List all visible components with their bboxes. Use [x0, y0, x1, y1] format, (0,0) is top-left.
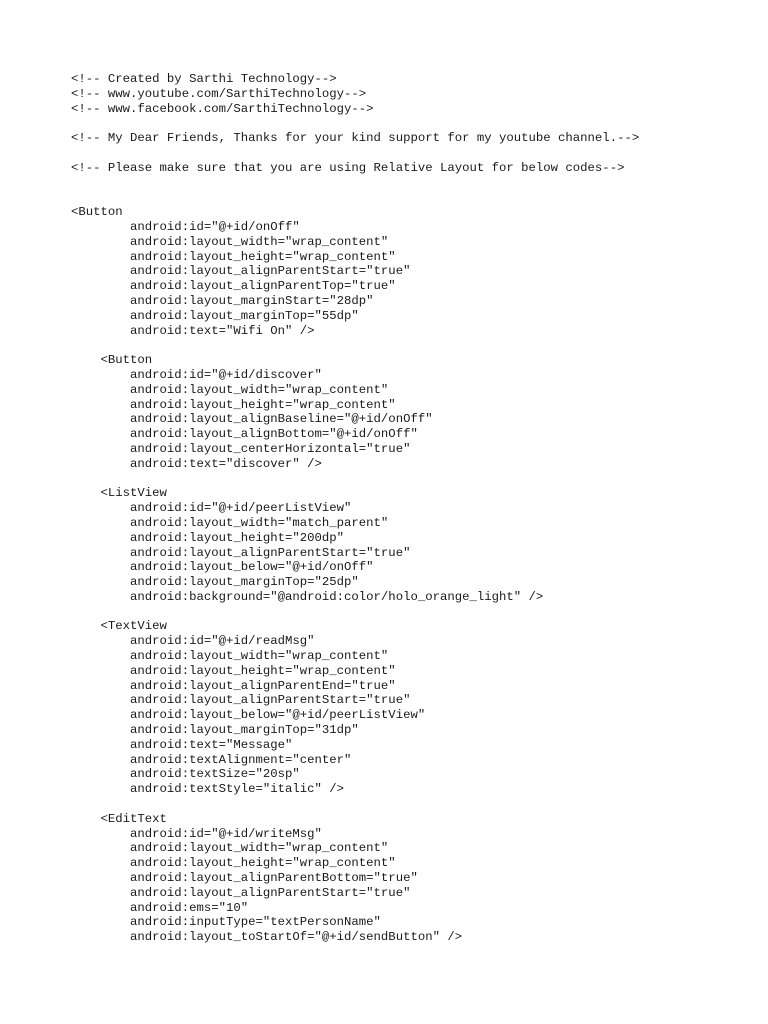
code-line: <EditText	[71, 811, 167, 826]
code-line: android:id="@+id/peerListView"	[71, 501, 352, 516]
header-comments	[71, 72, 748, 116]
code-document	[71, 72, 748, 945]
code-line: android:layout_below="@+id/onOff"	[71, 560, 374, 575]
code-line: android:layout_below="@+id/peerListView"	[71, 708, 426, 723]
code-line: android:layout_marginTop="31dp"	[71, 723, 359, 738]
code-line: android:layout_height="wrap_content"	[71, 397, 396, 412]
code-line: android:layout_width="wrap_content"	[71, 649, 389, 664]
comment-line: <!-- www.youtube.com/SarthiTechnology-->	[71, 86, 367, 101]
code-line: android:layout_alignParentStart="true"	[71, 885, 411, 900]
code-line: android:text="discover" />	[71, 456, 322, 471]
code-line: android:layout_centerHorizontal="true"	[71, 441, 411, 456]
code-line: <Button	[71, 353, 153, 368]
code-line: android:ems="10"	[71, 900, 249, 915]
thanks-comment: <!-- My Dear Friends, Thanks for your kind support for my youtube channel.-->	[71, 131, 640, 146]
code-line: android:layout_width="wrap_content"	[71, 234, 389, 249]
layout-comment: <!-- Please make sure that you are using Relative Layout for below codes-->	[71, 160, 625, 175]
code-line: <Button	[71, 205, 123, 220]
code-line: android:background="@android:color/holo_orange_light" />	[71, 589, 544, 604]
code-line: android:layout_marginTop="25dp"	[71, 575, 359, 590]
code-line: android:layout_width="match_parent"	[71, 515, 389, 530]
code-block-listview	[71, 486, 748, 604]
code-line: android:layout_marginTop="55dp"	[71, 308, 359, 323]
code-line: android:textSize="20sp"	[71, 767, 300, 782]
code-line: <ListView	[71, 486, 167, 501]
code-block-button-onoff	[71, 205, 748, 338]
code-line: android:layout_alignBottom="@+id/onOff"	[71, 427, 418, 442]
code-line: android:textAlignment="center"	[71, 752, 352, 767]
code-line: android:layout_height="200dp"	[71, 530, 345, 545]
code-line: android:id="@+id/writeMsg"	[71, 826, 322, 841]
code-line: android:layout_width="wrap_content"	[71, 382, 389, 397]
code-line: android:text="Message"	[71, 737, 293, 752]
code-line: android:layout_width="wrap_content"	[71, 841, 389, 856]
code-line: android:layout_alignParentStart="true"	[71, 264, 411, 279]
code-line: android:text="Wifi On" />	[71, 323, 315, 338]
code-line: android:textStyle="italic" />	[71, 782, 345, 797]
code-block-edittext	[71, 812, 748, 945]
comment-line: <!-- Created by Sarthi Technology-->	[71, 72, 337, 86]
code-line: android:layout_height="wrap_content"	[71, 663, 396, 678]
comment-line: <!-- www.facebook.com/SarthiTechnology-->	[71, 101, 374, 116]
code-block-textview	[71, 619, 748, 797]
code-line: android:id="@+id/discover"	[71, 367, 322, 382]
code-block-button-discover	[71, 353, 748, 471]
code-line: android:layout_toStartOf="@+id/sendButton" />	[71, 930, 463, 945]
code-line: <TextView	[71, 619, 167, 634]
code-line: android:layout_height="wrap_content"	[71, 856, 396, 871]
code-line: android:layout_alignBaseline="@+id/onOff"	[71, 412, 433, 427]
code-line: android:id="@+id/readMsg"	[71, 634, 315, 649]
code-line: android:layout_alignParentStart="true"	[71, 545, 411, 560]
code-line: android:id="@+id/onOff"	[71, 219, 300, 234]
code-line: android:layout_alignParentStart="true"	[71, 693, 411, 708]
code-line: android:inputType="textPersonName"	[71, 915, 381, 930]
code-line: android:layout_alignParentEnd="true"	[71, 678, 396, 693]
code-line: android:layout_alignParentTop="true"	[71, 279, 396, 294]
code-line: android:layout_alignParentBottom="true"	[71, 871, 418, 886]
code-line: android:layout_marginStart="28dp"	[71, 293, 374, 308]
code-line: android:layout_height="wrap_content"	[71, 249, 396, 264]
